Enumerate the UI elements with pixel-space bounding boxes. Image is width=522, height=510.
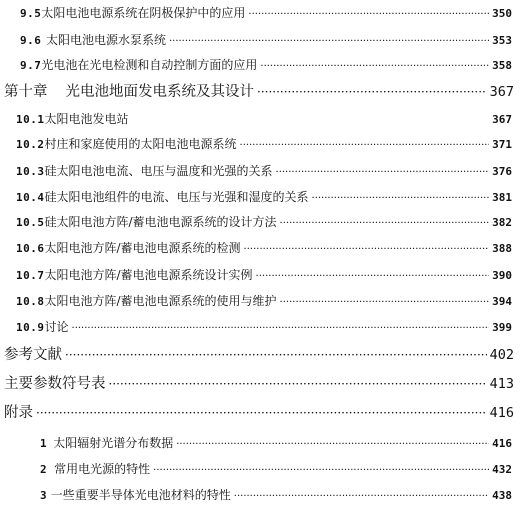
toc-appendix-1	[40, 434, 512, 451]
dot-leader	[257, 84, 487, 100]
page-number: 367	[489, 84, 514, 100]
section-number: 9.5	[20, 7, 42, 20]
page-number: 438	[492, 489, 512, 502]
toc-references	[4, 343, 514, 364]
toc-entry-10-8	[16, 292, 512, 309]
section-number: 10.6	[16, 242, 45, 255]
toc-entry-10-6	[16, 239, 512, 256]
symbol-table-title: 主要参数符号表	[4, 376, 106, 392]
references-title: 参考文献	[4, 347, 62, 363]
appendix-number: 2	[40, 463, 48, 476]
toc-entry-10-4	[16, 188, 512, 205]
section-number: 10.2	[16, 138, 45, 151]
section-title: 光电池在光电检测和自动控制方面的应用	[41, 58, 258, 72]
dot-leader	[248, 6, 489, 20]
toc-entry-10-7	[16, 266, 512, 283]
dot-leader	[234, 488, 489, 502]
page-number: 399	[492, 321, 512, 334]
dot-leader	[72, 320, 490, 334]
section-title: 太阳电池发电站	[44, 112, 129, 126]
section-number: 10.9	[16, 321, 45, 334]
page-number: 367	[492, 113, 512, 126]
toc-entry-10-3	[16, 162, 512, 179]
section-title: 太阳电池方阵/蓄电池电源系统的使用与维护	[44, 294, 277, 308]
page-number: 353	[492, 34, 512, 47]
section-number: 9.6	[20, 34, 42, 47]
page-number: 394	[492, 295, 512, 308]
dot-leader	[65, 347, 487, 363]
section-title: 讨论	[44, 320, 69, 334]
section-title: 太阳电池方阵/蓄电池电源系统设计实例	[44, 268, 253, 282]
dot-leader	[240, 137, 490, 151]
section-number: 10.1	[16, 113, 45, 126]
dot-leader	[176, 436, 489, 450]
page-number: 381	[492, 191, 512, 204]
toc-symbol-table	[4, 372, 514, 393]
dot-leader	[276, 164, 490, 178]
toc-entry-9-5	[20, 4, 512, 21]
page-number: 388	[492, 242, 512, 255]
section-number: 9.7	[20, 59, 42, 72]
toc-entry-10-9	[16, 318, 512, 335]
section-number: 10.8	[16, 295, 45, 308]
toc-entry-10-5	[16, 213, 512, 230]
page-number: 358	[492, 59, 512, 72]
page-number: 432	[492, 463, 512, 476]
chapter-number: 第十章	[4, 84, 48, 100]
page-number: 350	[492, 7, 512, 20]
toc-entry-10-1	[16, 110, 512, 127]
page-number: 390	[492, 269, 512, 282]
page-number: 376	[492, 165, 512, 178]
section-title: 太阳电池电源系统在阴极保护中的应用	[41, 6, 246, 20]
dot-leader	[36, 405, 487, 421]
dot-leader	[109, 376, 487, 392]
toc-entry-10-2	[16, 135, 512, 152]
toc-chapter-10	[4, 80, 514, 101]
page-number: 371	[492, 138, 512, 151]
section-title: 硅太阳电池方阵/蓄电池电源系统的设计方法	[44, 215, 277, 229]
dot-leader	[169, 33, 489, 47]
section-number: 10.7	[16, 269, 45, 282]
dot-leader	[153, 462, 489, 476]
appendix-number: 3	[40, 489, 48, 502]
toc-appendix-2	[40, 460, 512, 477]
dot-leader	[280, 294, 490, 308]
appendix-item-title: 一些重要半导体光电池材料的特性	[50, 488, 231, 502]
dot-leader	[312, 190, 490, 204]
section-number: 10.4	[16, 191, 45, 204]
appendix-number: 1	[40, 437, 48, 450]
page-number: 382	[492, 216, 512, 229]
toc-appendix	[4, 401, 514, 422]
toc-entry-9-6	[20, 31, 512, 48]
toc-entry-9-7	[20, 56, 512, 73]
page-number: 413	[489, 376, 514, 392]
dot-leader	[244, 241, 490, 255]
page-number: 416	[492, 437, 512, 450]
chapter-title: 光电池地面发电系统及其设计	[65, 84, 254, 100]
dot-leader	[256, 268, 490, 282]
appendix-item-title: 太阳辐射光谱分布数据	[53, 436, 174, 450]
section-title: 硅太阳电池电流、电压与温度和光强的关系	[44, 164, 273, 178]
page-number: 402	[489, 347, 514, 363]
section-title: 太阳电池方阵/蓄电池电源系统的检测	[44, 241, 241, 255]
section-number: 10.3	[16, 165, 45, 178]
section-title: 硅太阳电池组件的电流、电压与光强和湿度的关系	[44, 190, 309, 204]
section-number: 10.5	[16, 216, 45, 229]
dot-leader	[260, 58, 489, 72]
page-number: 416	[489, 405, 514, 421]
appendix-title: 附录	[4, 405, 33, 421]
toc-appendix-3	[40, 486, 512, 503]
section-title: 太阳电池电源水泵系统	[45, 33, 166, 47]
appendix-item-title: 常用电光源的特性	[54, 462, 151, 476]
dot-leader	[280, 215, 490, 229]
section-title: 村庄和家庭使用的太阳电池电源系统	[44, 137, 237, 151]
